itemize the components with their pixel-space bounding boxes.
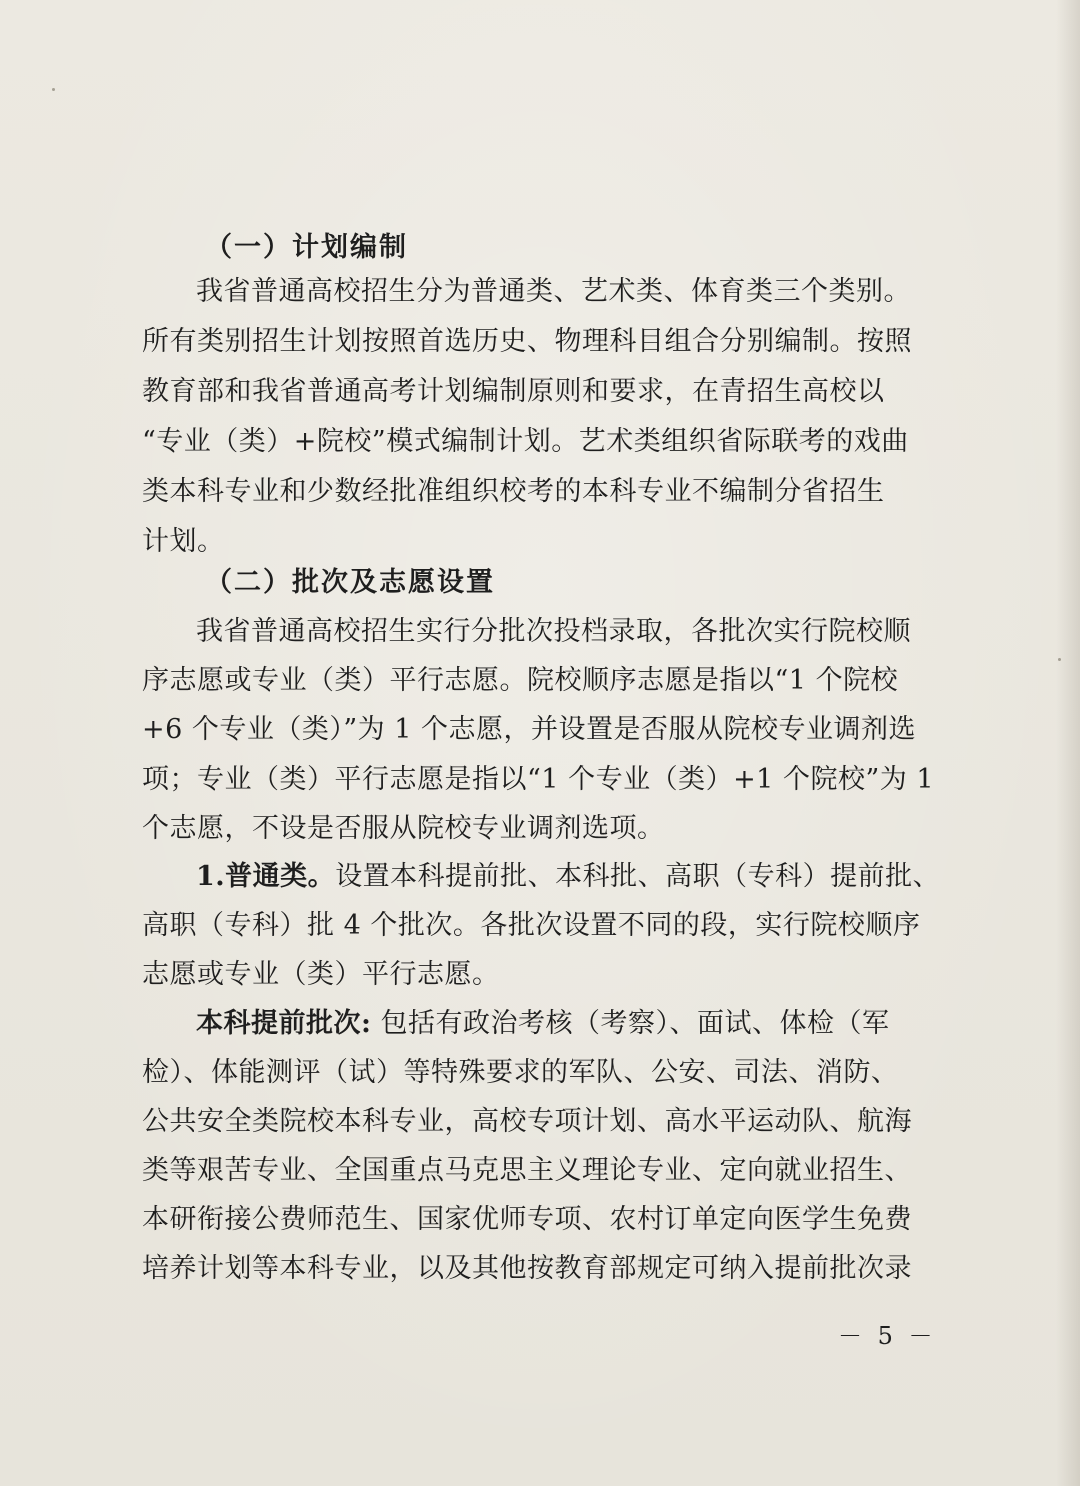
paragraph-line: 高职（专科）批 4 个批次。各批次设置不同的段，实行院校顺序	[142, 910, 921, 941]
item-one-first-line	[196, 857, 964, 897]
page-edge-shadow	[1056, 0, 1080, 1486]
paragraph-line: 类本科专业和少数经批准组织校考的本科专业不编制分省招生	[142, 476, 885, 507]
paragraph-line: “专业（类）+院校”模式编制计划。艺术类组织省际联考的戏曲	[142, 426, 909, 457]
scan-speck	[52, 88, 55, 91]
paragraph-line: 所有类别招生计划按照首选历史、物理科目组合分别编制。按照	[142, 326, 912, 357]
item-one-text: 设置本科提前批、本科批、高职（专科）提前批、	[335, 861, 941, 892]
paragraph-line: 本研衔接公费师范生、国家优师专项、农村订单定向医学生免费	[142, 1204, 912, 1235]
early-batch-label: 本科提前批次:	[196, 1008, 372, 1039]
scan-speck	[1058, 658, 1061, 661]
paragraph-line: 项；专业（类）平行志愿是指以“1 个专业（类）+1 个院校”为 1	[142, 764, 935, 795]
paragraph-line: 志愿或专业（类）平行志愿。	[142, 959, 500, 990]
paragraph-line: 我省普通高校招生分为普通类、艺术类、体育类三个类别。	[196, 276, 911, 307]
paragraph-line: +6 个专业（类）”为 1 个志愿，并设置是否服从院校专业调剂选	[142, 714, 917, 745]
section-one-heading: （一）计划编制	[205, 232, 408, 263]
early-batch-text: 包括有政治考核（考察）、面试、体检（军	[371, 1008, 890, 1039]
paragraph-line: 检）、体能测评（试）等特殊要求的军队、公安、司法、消防、	[142, 1057, 899, 1088]
section-two-heading: （二）批次及志愿设置	[205, 567, 495, 598]
paragraph-line: 我省普通高校招生实行分批次投档录取，各批次实行院校顺	[196, 616, 911, 647]
paragraph-line: 培养计划等本科专业，以及其他按教育部规定可纳入提前批次录	[142, 1253, 912, 1284]
page-number: － 5 －	[838, 1322, 937, 1350]
early-batch-first-line	[196, 1004, 964, 1044]
paragraph-line: 公共安全类院校本科专业，高校专项计划、高水平运动队、航海	[142, 1106, 912, 1137]
paragraph-line: 计划。	[142, 526, 225, 557]
paragraph-line: 类等艰苦专业、全国重点马克思主义理论专业、定向就业招生、	[142, 1155, 912, 1186]
paragraph-line: 个志愿，不设是否服从院校专业调剂选项。	[142, 813, 665, 844]
paragraph-line: 教育部和我省普通高考计划编制原则和要求，在青招生高校以	[142, 376, 885, 407]
paragraph-line: 序志愿或专业（类）平行志愿。院校顺序志愿是指以“1 个院校	[142, 665, 899, 696]
item-one-label: 1.普通类。	[196, 861, 336, 892]
